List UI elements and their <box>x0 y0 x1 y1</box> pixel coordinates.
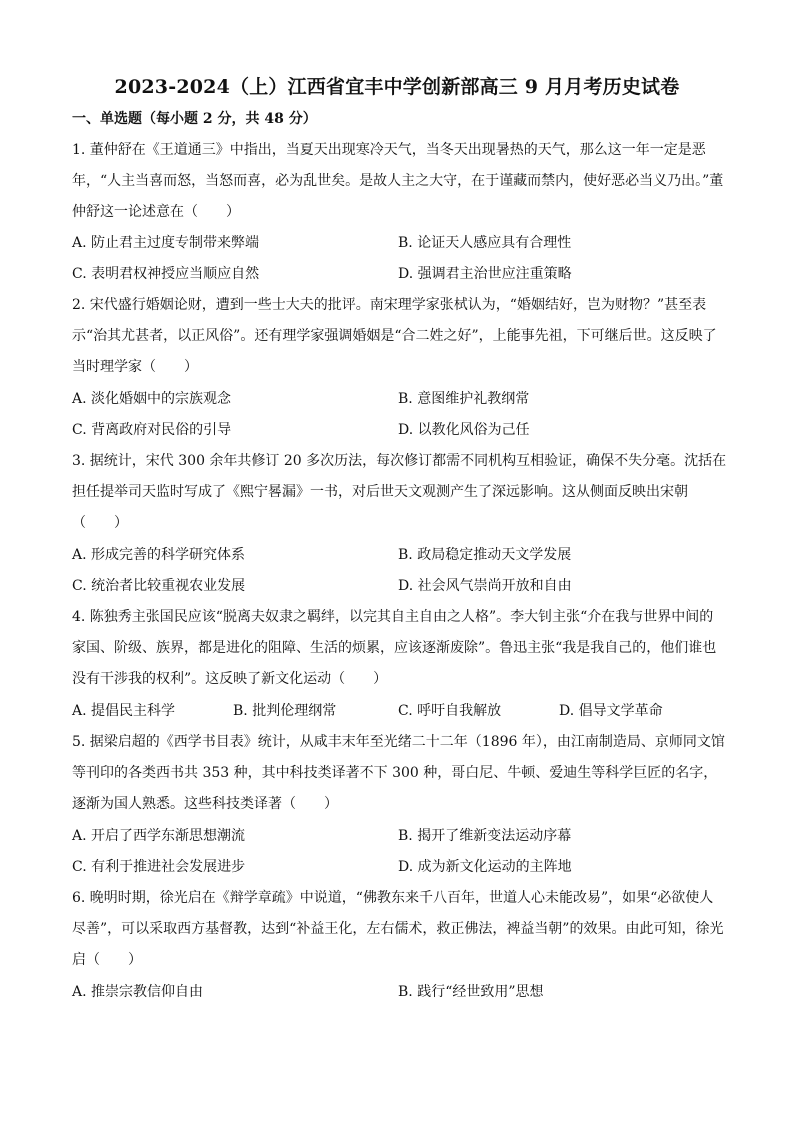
question-6-options <box>72 977 732 1008</box>
q2-option-a[interactable]: A. 淡化婚姻中的宗族观念 <box>72 391 232 407</box>
q4-option-b[interactable]: B. 批判伦理纲常 <box>233 703 337 719</box>
q4-option-d[interactable]: D. 倡导文学革命 <box>559 703 663 719</box>
q1-option-a[interactable]: A. 防止君主过度专制带来弊端 <box>72 235 260 251</box>
question-2-stem: 2. 宋代盛行婚姻论财，遭到一些士大夫的批评。南宋理学家张栻认为，“婚姻结好，岂为财物？”甚至表示“治其尤甚者，以正风俗”。还有理学家强调婚姻是“合二姓之好”，上能事先祖，下可继后世。这反映了当时理学家（ ） <box>72 297 717 375</box>
q5-option-c[interactable]: C. 有利于推进社会发展进步 <box>72 859 246 875</box>
question-6-stem: 6. 晚明时期，徐光启在《辩学章疏》中说道，“佛教东来千八百年，世道人心未能改易”，如果“必欲使人尽善”，可以采取西方基督教，达到“补益王化，左右儒术，救正佛法，裨益当朝”的效果。由此可知，徐光启（ ） <box>72 890 724 968</box>
q5-option-a[interactable]: A. 开启了西学东渐思想潮流 <box>72 828 246 844</box>
question-5-stem: 5. 据梁启超的《西学书目表》统计，从咸丰末年至光绪二十二年（1896 年），由江南制造局、京师同文馆等刊印的各类西书共 353 种，其中科技类译著不下 300 种，哥白尼、牛顿、爱迪生等科学巨匠的名字，逐渐为国人熟悉。这些科技类译著（ ） <box>72 734 725 812</box>
q3-option-a[interactable]: A. 形成完善的科学研究体系 <box>72 547 246 563</box>
q2-option-d[interactable]: D. 以教化风俗为己任 <box>398 422 530 438</box>
section-heading: 一、单选题（每小题 2 分，共 48 分） <box>72 111 317 127</box>
question-2-options <box>72 384 732 446</box>
question-5-options <box>72 821 732 883</box>
question-4-options <box>72 696 732 727</box>
q1-option-d[interactable]: D. 强调君主治世应注重策略 <box>398 266 572 282</box>
q2-option-c[interactable]: C. 背离政府对民俗的引导 <box>72 422 232 438</box>
question-3-options <box>72 540 732 602</box>
q2-option-b[interactable]: B. 意图维护礼教纲常 <box>398 391 530 407</box>
q1-option-b[interactable]: B. 论证天人感应具有合理性 <box>398 235 572 251</box>
q3-option-b[interactable]: B. 政局稳定推动天文学发展 <box>398 547 572 563</box>
question-1-stem: 1. 董仲舒在《王道通三》中指出，当夏天出现寒冷天气，当冬天出现暑热的天气，那么这一年一定是恶年，“人主当喜而怒，当怒而喜，必为乱世矣。是故人主之大守，在于谨藏而禁内，使好恶必当义乃出。”董仲舒这一论述意在（ ） <box>72 142 724 220</box>
q3-option-d[interactable]: D. 社会风气崇尚开放和自由 <box>398 578 572 594</box>
q5-option-d[interactable]: D. 成为新文化运动的主阵地 <box>398 859 572 875</box>
q4-option-c[interactable]: C. 呼吁自我解放 <box>398 703 502 719</box>
q1-option-c[interactable]: C. 表明君权神授应当顺应自然 <box>72 266 260 282</box>
exam-title: 2023-2024（上）江西省宜丰中学创新部高三 9 月月考历史试卷 <box>114 76 680 98</box>
q3-option-c[interactable]: C. 统治者比较重视农业发展 <box>72 578 246 594</box>
question-1-options <box>72 228 732 290</box>
q6-option-b[interactable]: B. 践行“经世致用”思想 <box>398 984 544 1000</box>
q5-option-b[interactable]: B. 揭开了维新变法运动序幕 <box>398 828 572 844</box>
q6-option-a[interactable]: A. 推崇宗教信仰自由 <box>72 984 204 1000</box>
q4-option-a[interactable]: A. 提倡民主科学 <box>72 703 176 719</box>
question-3-stem: 3. 据统计，宋代 300 余年共修订 20 多次历法，每次修订都需不同机构互相验证，确保不失分毫。沈括在担任提举司天监时写成了《熙宁晷漏》一书，对后世天文观测产生了深远影响。这从侧面反映出宋朝（ ） <box>72 453 727 531</box>
question-4-stem: 4. 陈独秀主张国民应该“脱离夫奴隶之羁绊，以完其自主自由之人格”。李大钊主张“介在我与世界中间的家国、阶级、族界，都是进化的阻障、生活的烦累，应该逐渐废除”。鲁迅主张“我是我自己的，他们谁也没有干涉我的权利”。这反映了新文化运动（ ） <box>72 609 717 687</box>
